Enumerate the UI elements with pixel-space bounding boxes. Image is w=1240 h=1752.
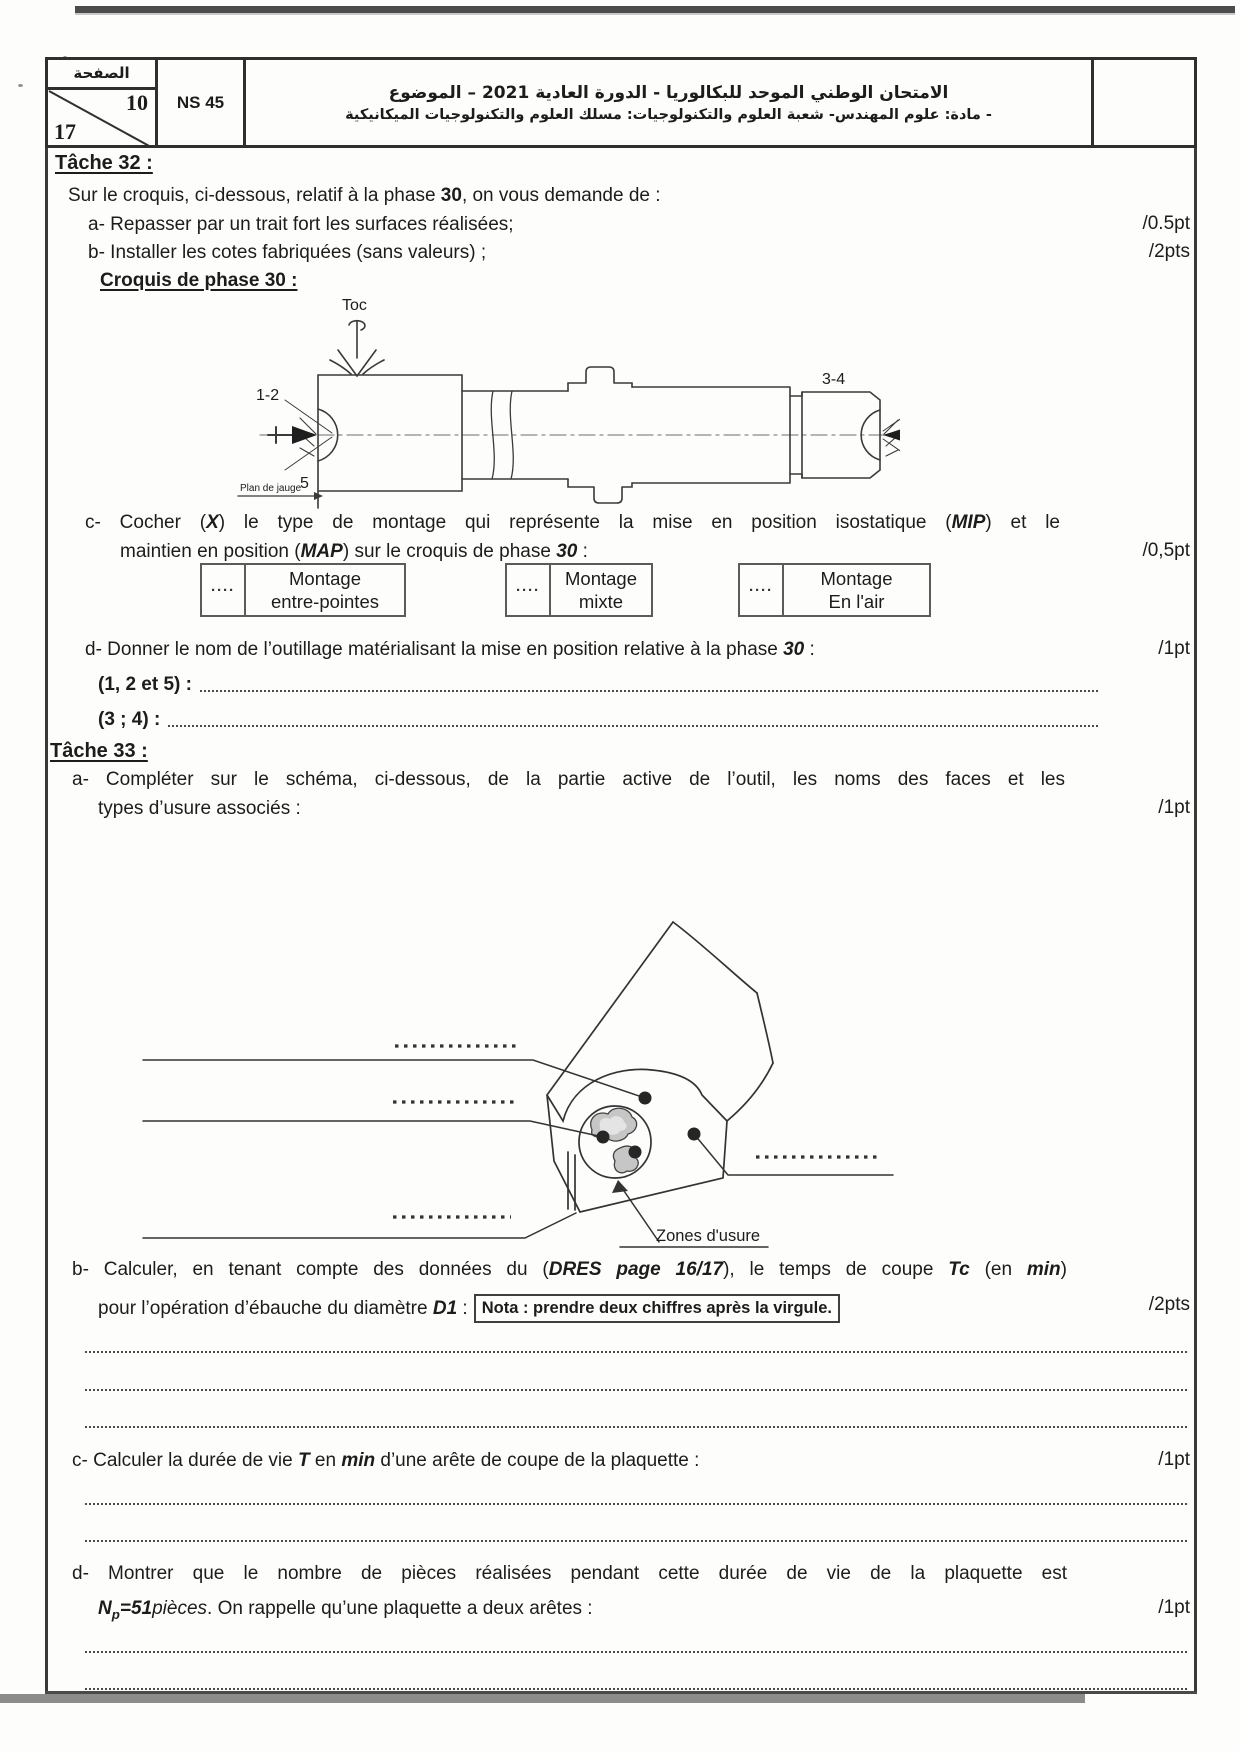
toc-screw-icon [349, 321, 365, 358]
page-total: 17 [54, 119, 76, 144]
points-33-item-b: /2pts [1148, 1294, 1190, 1315]
leader-dot-3 [629, 1146, 642, 1159]
points-item-d: /1pt [1158, 638, 1190, 659]
option-label [551, 565, 651, 615]
leader-line-1 [143, 1060, 645, 1098]
left-center-arrowhead [292, 426, 317, 444]
exam-title-line1: الامتحان الوطني الموحد للبكالوريا - الدورة العادية 2021 – الموضوع [388, 82, 949, 103]
answer-label-3-4: (3 ; 4) : [98, 709, 161, 730]
header-table [45, 57, 1197, 148]
option-montage-entre-pointes [200, 563, 406, 617]
croquis-title: Croquis de phase 30 : [100, 270, 298, 291]
nota-box: Nota : prendre deux chiffres après la virgule. [474, 1294, 840, 1323]
tache-32-item-b: b- Installer les cotes fabriquées (sans valeurs) ; [88, 242, 487, 263]
scan-artifact-top [75, 6, 1235, 13]
croquis-phase-30-drawing [230, 288, 900, 516]
option-label [784, 565, 929, 615]
zones-usure-label: Zones d'usure [656, 1227, 761, 1245]
answer-blank-line [85, 1426, 1187, 1428]
option-montage-mixte [505, 563, 653, 617]
scan-speck [18, 84, 23, 87]
tache-33-item-b-line1: b- Calculer, en tenant compte des données du (DRES page 16/17), le temps de coupe Tc (en min) [72, 1259, 1067, 1280]
answer-blank-line [85, 1688, 1187, 1690]
option-label-line2: En l'air [828, 591, 885, 612]
tache-33-title: Tâche 33 : [50, 740, 148, 762]
leader-dot-1 [639, 1092, 652, 1105]
answer-row-1-2-5 [98, 674, 1098, 696]
shank-left-edge [547, 922, 673, 1095]
page-number-cell [48, 60, 158, 145]
answer-blank-line [168, 725, 1098, 727]
tache-33-item-d-line2: $N_p=51pièces$. On rappelle qu’une plaquette a deux arêtes : [98, 1598, 593, 1622]
plan-de-jauge-label: Plan de jauge [240, 483, 302, 494]
tache-33-item-a-line2: types d’usure associés : [98, 798, 301, 819]
tache-32-item-c-line1: c- Cocher (X) le type de montage qui représente la mise en position isostatique (MIP) et le [85, 512, 1060, 533]
left-arrow-tail [268, 427, 292, 443]
option-label [246, 565, 404, 615]
points-33-item-a: /1pt [1158, 797, 1190, 818]
tache-32-item-c-line2: maintien en position (MAP) sur le croquis de phase 30 : [120, 541, 588, 562]
shank-right-edge [757, 993, 773, 1063]
answer-blank-line [85, 1540, 1187, 1542]
checkbox-mixte: ···· [507, 565, 551, 615]
item-b-line2-text: pour l’opération d’ébauche du diamètre D1 : [98, 1298, 468, 1319]
collar-top [568, 367, 632, 391]
option-label-line2: entre-pointes [271, 591, 379, 612]
right-center-label: 3-4 [822, 371, 846, 388]
page-label: الصفحة [48, 60, 155, 90]
shank-lower-right-edge [727, 1063, 773, 1121]
tache-33-item-b-line2 [98, 1294, 840, 1323]
exam-title-line2: - مادة: علوم المهندس- شعبة العلوم والتكنولوجيات: مسلك العلوم والتكنولوجيات الميكانيكية [345, 106, 992, 123]
answer-blank-line [200, 690, 1098, 692]
leader-dot-right [688, 1128, 701, 1141]
option-label-line1: Montage [565, 568, 637, 589]
answer-blank-line [85, 1503, 1187, 1505]
tache-33-item-a-line1: a- Compléter sur le schéma, ci-dessous, de la partie active de l’outil, les noms des faces et les [72, 769, 1065, 790]
header-empty-box [1094, 60, 1194, 145]
page-fraction [48, 90, 155, 145]
checkbox-en-lair: ···· [740, 565, 784, 615]
option-label-line1: Montage [289, 568, 361, 589]
tache-32-intro: Sur le croquis, ci-dessous, relatif à la phase 30, on vous demande de : [68, 185, 661, 206]
tache-33-item-d-line1: d- Montrer que le nombre de pièces réalisées pendant cette durée de vie de la plaquette est [72, 1563, 1067, 1584]
exam-title-cell [246, 60, 1094, 145]
points-33-item-d: /1pt [1158, 1597, 1190, 1618]
leader-dot-2 [597, 1131, 610, 1144]
tache-32-item-a: a- Repasser par un trait fort les surfaces réalisées; [88, 214, 514, 235]
tache-32-item-d: d- Donner le nom de l’outillage matérialisant la mise en position relative à la phase 30 : [85, 639, 815, 660]
answer-blank-line [85, 1389, 1187, 1391]
left-center-label: 1-2 [256, 387, 280, 404]
answer-blank-line [85, 1351, 1187, 1353]
option-label-line1: Montage [820, 568, 893, 589]
tache-32-title: Tâche 32 : [55, 152, 153, 174]
points-item-b: /2pts [1148, 241, 1190, 262]
exam-code: NS 45 [158, 60, 246, 145]
points-item-c: /0,5pt [1142, 540, 1190, 561]
tache-33-item-c: c- Calculer la durée de vie T en min d’une arête de coupe de la plaquette : [72, 1450, 700, 1471]
answer-row-3-4 [98, 709, 1098, 731]
answer-blank-line [85, 1651, 1187, 1653]
tool-active-part-drawing [140, 830, 900, 1254]
points-33-item-c: /1pt [1158, 1449, 1190, 1470]
shank-top-edge [673, 922, 757, 993]
plan-de-jauge-number: 5 [300, 475, 309, 492]
scan-artifact-bottom-bar [0, 1694, 1085, 1703]
toc-label: Toc [342, 297, 367, 314]
option-montage-en-lair [738, 563, 931, 617]
leader-line-2 [143, 1121, 603, 1137]
shaft-left-cylinder [318, 375, 462, 508]
page-current: 10 [126, 90, 148, 115]
checkbox-entre-pointes: ···· [202, 565, 246, 615]
collar-bottom [568, 479, 632, 503]
leader-line-3 [143, 1213, 576, 1238]
option-label-line2: mixte [578, 591, 624, 612]
answer-label-1-2-5: (1, 2 et 5) : [98, 674, 192, 695]
points-item-a: /0.5pt [1142, 213, 1190, 234]
